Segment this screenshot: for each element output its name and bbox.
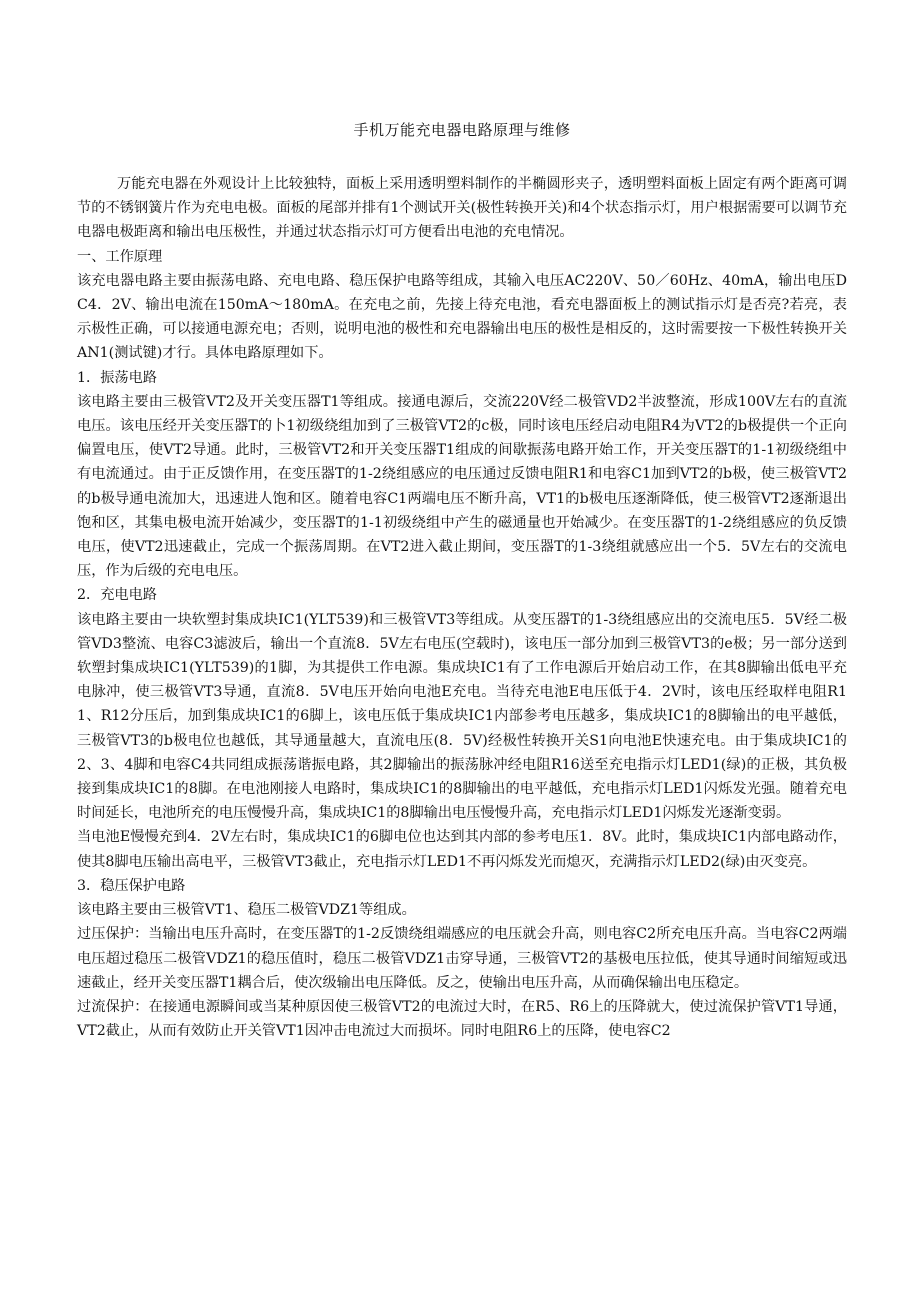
page-title: 手机万能充电器电路原理与维修 xyxy=(353,121,571,139)
paragraph: 该充电器电路主要由振荡电路、充电电路、稳压保护电路等组成，其输入电压AC220V、50／60Hz、40mA，输出电压DC4．2V、输出电流在150mA～180mA。在充电之前，先接上待充电池，看充电器面板上的测试指示灯是否亮?若亮，表示极性正确，可以接通电源充电；否则，说明电池的极性和充电器输出电压的极性是相反的，这时需要按一下极性转换开关AN1(测试键)才行。具体电路原理如下。 xyxy=(77,272,847,362)
document-page xyxy=(77,118,847,1043)
paragraph: 过压保护：当输出电压升高时，在变压器T的1-2反馈绕组端感应的电压就会升高，则电容C2所充电压升高。当电容C2两端电压超过稳压二极管VDZ1的稳压值时，稳压二极管VDZ1击穿导通，三极管VT2的基极电压拉低，使其导通时间缩短或迅速截止，经开关变压器T1耦合后，使次级输出电压降低。反之，使输出电压升高，从而确保输出电压稳定。 xyxy=(77,926,847,991)
paragraph: 一、工作原理 xyxy=(77,248,163,265)
document-body xyxy=(77,172,847,1043)
paragraph: 过流保护：在接通电源瞬间或当某种原因使三极管VT2的电流过大时，在R5、R6上的压降就大，使过流保护管VT1导通，VT2截止，从而有效防止开关管VT1因冲击电流过大而损坏。同时电阻R6上的压降，使电容C2 xyxy=(77,998,847,1040)
paragraph: 1．振荡电路 xyxy=(77,369,157,386)
paragraph: 万能充电器在外观设计上比较独特，面板上采用透明塑料制作的半椭圆形夹子，透明塑料面板上固定有两个距离可调节的不锈钢簧片作为充电电极。面板的尾部并排有1个测试开关(极性转换开关)和4个状态指示灯，用户根据需要可以调节充电器电极距离和输出电压极性，并通过状态指示灯可方便看出电池的充电情况。 xyxy=(77,176,847,241)
paragraph: 该电路主要由三极管VT1、稳压二极管VDZ1等组成。 xyxy=(77,902,416,919)
paragraph: 3．稳压保护电路 xyxy=(77,877,186,894)
paragraph: 该电路主要由三极管VT2及开关变压器T1等组成。接通电源后，交流220V经二极管VD2半波整流，形成100V左右的直流电压。该电压经开关变压器T的卜1初级绕组加到了三极管VT2的c极，同时该电压经启动电阻R4为VT2的b极提供一个正向偏置电压，使VT2导通。此时，三极管VT2和开关变压器T1组成的间歇振荡电路开始工作，开关变压器T的1-1初级绕组中有电流通过。由于正反馈作用，在变压器T的1-2绕组感应的电压通过反馈电阻R1和电容C1加到VT2的b极，使三极管VT2的b极导通电流加大，迅速进人饱和区。随着电容C1两端电压不断升高，VT1的b极电压逐渐降低，使三极管VT2逐渐退出饱和区，其集电极电流开始减少，变压器T的1-1初级绕组中产生的磁通量也开始减少。在变压器T的1-2绕组感应的负反馈电压，使VT2迅速截止，完成一个振荡周期。在VT2进入截止期间，变压器T的1-3绕组就感应出一个5．5V左右的交流电压，作为后级的充电电压。 xyxy=(77,393,847,580)
paragraph: 该电路主要由一块软塑封集成块IC1(YLT539)和三极管VT3等组成。从变压器T的1-3绕组感应出的交流电压5．5V经二极管VD3整流、电容C3滤波后，输出一个直流8．5V左右电压(空载时)，该电压一部分加到三极管VT3的e极；另一部分送到软塑封集成块IC1(YLT539)的1脚，为其提供工作电源。集成块IC1有了工作电源后开始启动工作，在其8脚输出低电平充电脉冲，使三极管VT3导通，直流8．5V电压开始向电池E充电。当待充电池E电压低于4．2V时，该电压经取样电阻R11、R12分压后，加到集成块IC1的6脚上，该电压低于集成块IC1内部参考电压越多，集成块IC1的8脚输出的电平越低，三极管VT3的b极电位也越低，其导通量越大，直流电压(8．5V)经极性转换开关S1向电池E快速充电。由于集成块IC1的2、3、4脚和电容C4共同组成振荡谐振电路，其2脚输出的振荡脉冲经电阻R16送至充电指示灯LED1(绿)的正极，其负极接到集成块IC1的8脚。在电池刚接人电路时，集成块IC1的8脚输出的电平越低，充电指示灯LED1闪烁发光强。随着充电时间延长，电池所充的电压慢慢升高，集成块IC1的8脚输出电压慢慢升高，充电指示灯LED1闪烁发光逐渐变弱。 xyxy=(77,611,847,822)
paragraph: 当电池E慢慢充到4．2V左右时，集成块IC1的6脚电位也达到其内部的参考电压1．8V。此时，集成块IC1内部电路动作，使其8脚电压输出高电平，三极管VT3截止，充电指示灯LED1不再闪烁发光而熄灭，充满指示灯LED2(绿)由灭变亮。 xyxy=(77,829,847,870)
paragraph: 2．充电电路 xyxy=(77,587,157,604)
